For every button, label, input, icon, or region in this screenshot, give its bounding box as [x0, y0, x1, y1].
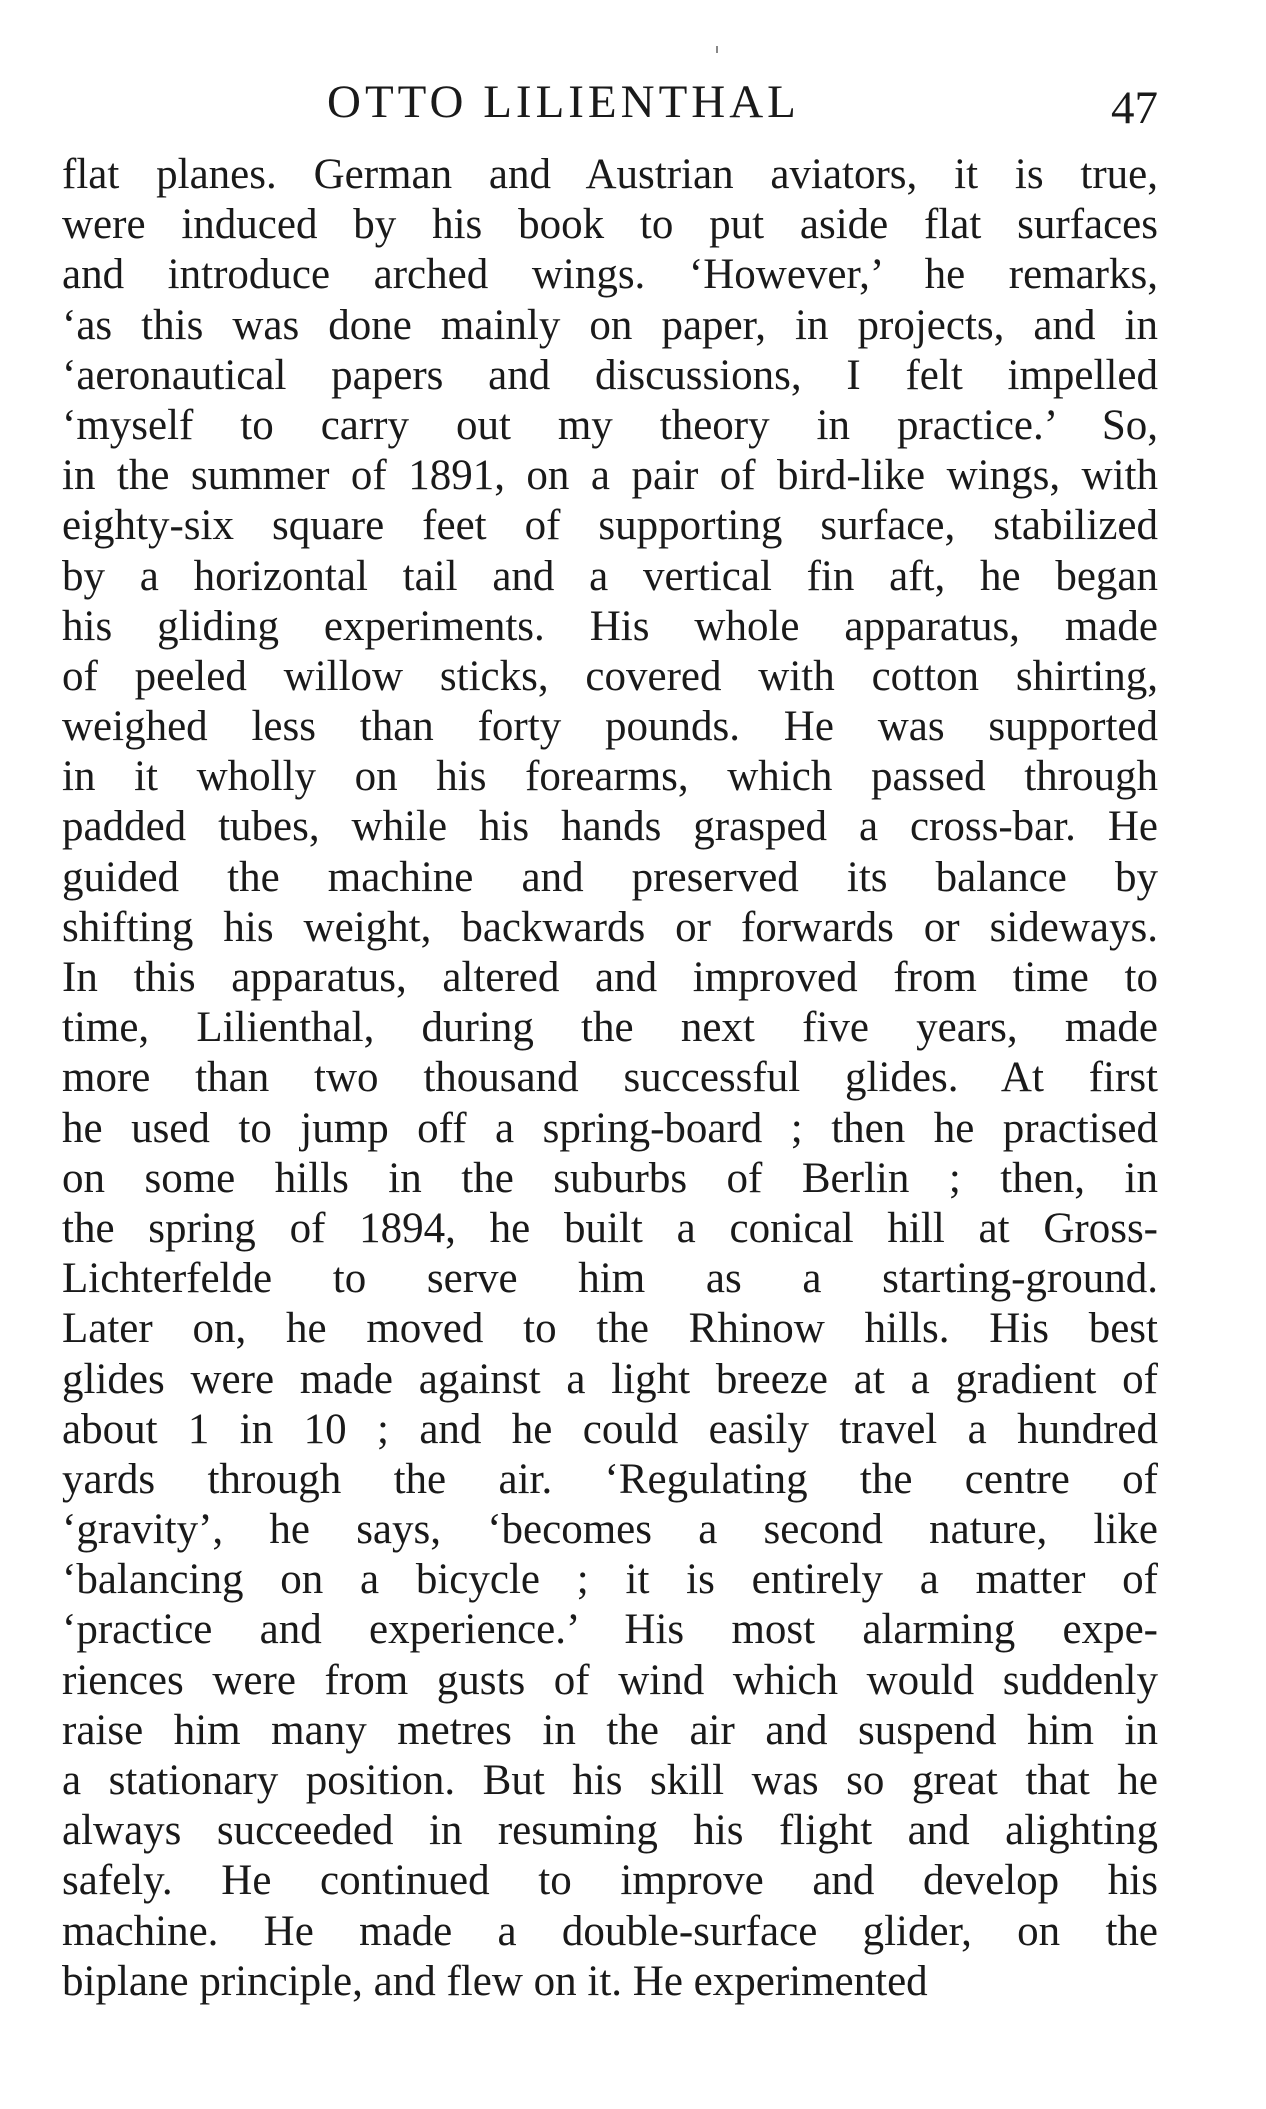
text-line: shifting his weight, backwards or forwards or sideways.: [62, 903, 1158, 951]
text-line: the spring of 1894, he built a conical hill at Gross-: [62, 1204, 1158, 1252]
text-line: ‘aeronautical papers and discussions, I felt impelled: [62, 351, 1158, 399]
text-line: eighty-six square feet of supporting surface, stabilized: [62, 502, 1158, 550]
text-line: more than two thousand successful glides. At first: [62, 1054, 1158, 1102]
text-line: on some hills in the suburbs of Berlin ; then, in: [62, 1154, 1158, 1202]
text-line: about 1 in 10 ; and he could easily travel a hundred: [62, 1405, 1158, 1453]
text-line: safely. He continued to improve and develop his: [62, 1857, 1158, 1905]
text-line: guided the machine and preserved its balance by: [62, 853, 1158, 901]
text-line: raise him many metres in the air and suspend him in: [62, 1706, 1158, 1754]
text-line: ‘as this was done mainly on paper, in projects, and in: [62, 301, 1158, 349]
text-line: his gliding experiments. His whole apparatus, made: [62, 602, 1158, 650]
page-number: 47: [1111, 82, 1158, 134]
text-line: he used to jump off a spring-board ; then he practised: [62, 1104, 1158, 1152]
text-line: weighed less than forty pounds. He was supported: [62, 703, 1158, 751]
text-line: padded tubes, while his hands grasped a cross-bar. He: [62, 803, 1158, 851]
text-line: yards through the air. ‘Regulating the centre of: [62, 1455, 1158, 1503]
text-line: always succeeded in resuming his flight and alighting: [62, 1807, 1158, 1855]
text-line: and introduce arched wings. ‘However,’ he remarks,: [62, 251, 1158, 299]
text-line: flat planes. German and Austrian aviators, it is true,: [62, 151, 1158, 198]
text-line: in the summer of 1891, on a pair of bird-like wings, with: [62, 452, 1158, 500]
text-line: time, Lilienthal, during the next five years, made: [62, 1004, 1158, 1052]
running-title: OTTO LILIENTHAL: [327, 76, 800, 128]
text-line: ‘myself to carry out my theory in practice.’ So,: [62, 401, 1158, 449]
text-line: riences were from gusts of wind which would suddenly: [62, 1656, 1158, 1704]
text-line: ‘balancing on a bicycle ; it is entirely a matter of: [62, 1556, 1158, 1604]
text-line: Lichterfelde to serve him as a starting-ground.: [62, 1255, 1158, 1303]
text-line: ‘practice and experience.’ His most alarming expe-: [62, 1606, 1158, 1654]
text-line: were induced by his book to put aside flat surfaces: [62, 201, 1158, 249]
text-line: ‘gravity’, he says, ‘becomes a second nature, like: [62, 1506, 1158, 1554]
body-text: [62, 150, 1158, 2007]
page-header: [62, 72, 1158, 132]
text-line: a stationary position. But his skill was so great that he: [62, 1757, 1158, 1804]
text-line: Later on, he moved to the Rhinow hills. His best: [62, 1305, 1158, 1353]
text-line: glides were made against a light breeze at a gradient of: [62, 1355, 1158, 1403]
text-line: of peeled willow sticks, covered with cotton shirting,: [62, 652, 1158, 700]
text-line: machine. He made a double-surface glider, on the: [62, 1907, 1158, 1955]
text-line: in it wholly on his forearms, which passed through: [62, 753, 1158, 801]
text-line: In this apparatus, altered and improved from time to: [62, 954, 1158, 1001]
text-line: biplane principle, and flew on it. He experimented: [62, 1957, 928, 2005]
print-mark: [716, 46, 718, 53]
text-line: by a horizontal tail and a vertical fin aft, he began: [62, 552, 1158, 600]
